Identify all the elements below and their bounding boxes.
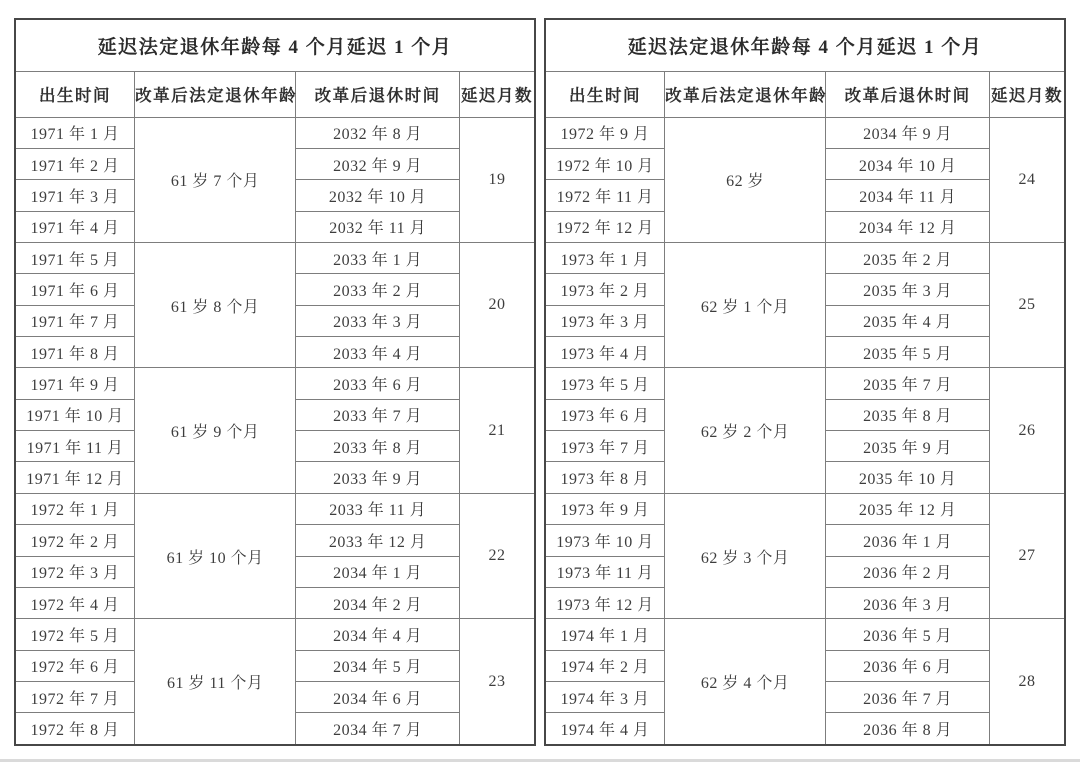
birth-month-cell: 1971 年 9 月 [15,368,135,399]
column-header-birth: 出生时间 [545,71,665,117]
birth-month-cell: 1974 年 3 月 [545,681,665,712]
retirement-month-cell: 2036 年 3 月 [826,587,990,618]
retirement-month-cell: 2035 年 8 月 [826,399,990,430]
retirement-month-cell: 2035 年 3 月 [826,274,990,305]
retirement-age-cell: 62 岁 1 个月 [665,242,826,367]
birth-month-cell: 1971 年 1 月 [15,117,135,148]
birth-month-cell: 1974 年 2 月 [545,650,665,681]
retirement-age-cell: 61 岁 10 个月 [135,493,296,618]
retirement-month-cell: 2035 年 2 月 [826,242,990,273]
birth-month-cell: 1971 年 12 月 [15,462,135,493]
retirement-month-cell: 2033 年 3 月 [296,305,460,336]
retirement-month-cell: 2032 年 11 月 [296,211,460,242]
birth-month-cell: 1971 年 3 月 [15,180,135,211]
retirement-age-cell: 62 岁 [665,117,826,242]
retirement-age-cell: 61 岁 9 个月 [135,368,296,493]
retirement-month-cell: 2033 年 11 月 [296,493,460,524]
retirement-age-cell: 62 岁 2 个月 [665,368,826,493]
birth-month-cell: 1972 年 9 月 [545,117,665,148]
delay-months-cell: 20 [460,242,535,367]
retirement-month-cell: 2035 年 9 月 [826,431,990,462]
retirement-month-cell: 2034 年 12 月 [826,211,990,242]
birth-month-cell: 1971 年 8 月 [15,337,135,368]
birth-month-cell: 1973 年 4 月 [545,337,665,368]
birth-month-cell: 1971 年 6 月 [15,274,135,305]
retirement-month-cell: 2033 年 1 月 [296,242,460,273]
retirement-month-cell: 2036 年 8 月 [826,713,990,745]
birth-month-cell: 1973 年 2 月 [545,274,665,305]
birth-month-cell: 1973 年 8 月 [545,462,665,493]
column-header-delay-months: 延迟月数 [990,71,1065,117]
birth-month-cell: 1971 年 2 月 [15,148,135,179]
retirement-month-cell: 2033 年 4 月 [296,337,460,368]
table-title: 延迟法定退休年龄每 4 个月延迟 1 个月 [15,19,535,71]
retirement-age-cell: 61 岁 11 个月 [135,619,296,745]
retirement-month-cell: 2036 年 6 月 [826,650,990,681]
retirement-month-cell: 2034 年 7 月 [296,713,460,745]
column-header-age: 改革后法定退休年龄 [665,71,826,117]
retirement-table-right [544,18,1066,746]
delay-months-cell: 25 [990,242,1065,367]
birth-month-cell: 1971 年 4 月 [15,211,135,242]
retirement-month-cell: 2036 年 1 月 [826,525,990,556]
retirement-month-cell: 2034 年 4 月 [296,619,460,650]
retirement-month-cell: 2036 年 7 月 [826,681,990,712]
birth-month-cell: 1973 年 11 月 [545,556,665,587]
birth-month-cell: 1971 年 10 月 [15,399,135,430]
retirement-month-cell: 2033 年 6 月 [296,368,460,399]
retirement-age-cell: 61 岁 7 个月 [135,117,296,242]
birth-month-cell: 1973 年 7 月 [545,431,665,462]
birth-month-cell: 1973 年 3 月 [545,305,665,336]
delay-months-cell: 23 [460,619,535,745]
retirement-table-left [14,18,536,746]
birth-month-cell: 1973 年 1 月 [545,242,665,273]
birth-month-cell: 1972 年 4 月 [15,587,135,618]
retirement-age-cell: 61 岁 8 个月 [135,242,296,367]
retirement-month-cell: 2032 年 10 月 [296,180,460,211]
delay-months-cell: 22 [460,493,535,618]
column-header-age: 改革后法定退休年龄 [135,71,296,117]
retirement-month-cell: 2034 年 9 月 [826,117,990,148]
birth-month-cell: 1972 年 8 月 [15,713,135,745]
delay-months-cell: 27 [990,493,1065,618]
retirement-month-cell: 2035 年 7 月 [826,368,990,399]
retirement-month-cell: 2033 年 2 月 [296,274,460,305]
birth-month-cell: 1972 年 12 月 [545,211,665,242]
delay-months-cell: 24 [990,117,1065,242]
retirement-month-cell: 2034 年 5 月 [296,650,460,681]
retirement-month-cell: 2033 年 12 月 [296,525,460,556]
retirement-month-cell: 2035 年 5 月 [826,337,990,368]
birth-month-cell: 1972 年 3 月 [15,556,135,587]
retirement-month-cell: 2034 年 6 月 [296,681,460,712]
birth-month-cell: 1973 年 9 月 [545,493,665,524]
birth-month-cell: 1971 年 11 月 [15,431,135,462]
birth-month-cell: 1972 年 1 月 [15,493,135,524]
delay-months-cell: 19 [460,117,535,242]
delay-months-cell: 28 [990,619,1065,745]
retirement-month-cell: 2035 年 10 月 [826,462,990,493]
retirement-month-cell: 2036 年 2 月 [826,556,990,587]
retirement-month-cell: 2032 年 8 月 [296,117,460,148]
retirement-month-cell: 2034 年 2 月 [296,587,460,618]
delay-months-cell: 21 [460,368,535,493]
birth-month-cell: 1972 年 10 月 [545,148,665,179]
table-title: 延迟法定退休年龄每 4 个月延迟 1 个月 [545,19,1065,71]
birth-month-cell: 1971 年 5 月 [15,242,135,273]
birth-month-cell: 1972 年 11 月 [545,180,665,211]
birth-month-cell: 1973 年 6 月 [545,399,665,430]
retirement-month-cell: 2034 年 11 月 [826,180,990,211]
retirement-month-cell: 2035 年 12 月 [826,493,990,524]
retirement-month-cell: 2034 年 10 月 [826,148,990,179]
column-header-birth: 出生时间 [15,71,135,117]
birth-month-cell: 1974 年 1 月 [545,619,665,650]
retirement-age-cell: 62 岁 3 个月 [665,493,826,618]
birth-month-cell: 1972 年 2 月 [15,525,135,556]
birth-month-cell: 1973 年 5 月 [545,368,665,399]
birth-month-cell: 1972 年 5 月 [15,619,135,650]
retirement-month-cell: 2033 年 8 月 [296,431,460,462]
birth-month-cell: 1972 年 7 月 [15,681,135,712]
birth-month-cell: 1973 年 10 月 [545,525,665,556]
delay-months-cell: 26 [990,368,1065,493]
column-header-retire-time: 改革后退休时间 [296,71,460,117]
retirement-month-cell: 2035 年 4 月 [826,305,990,336]
retirement-month-cell: 2033 年 9 月 [296,462,460,493]
column-header-retire-time: 改革后退休时间 [826,71,990,117]
retirement-month-cell: 2032 年 9 月 [296,148,460,179]
birth-month-cell: 1972 年 6 月 [15,650,135,681]
retirement-age-cell: 62 岁 4 个月 [665,619,826,745]
column-header-delay-months: 延迟月数 [460,71,535,117]
birth-month-cell: 1973 年 12 月 [545,587,665,618]
birth-month-cell: 1974 年 4 月 [545,713,665,745]
retirement-month-cell: 2033 年 7 月 [296,399,460,430]
retirement-month-cell: 2036 年 5 月 [826,619,990,650]
retirement-month-cell: 2034 年 1 月 [296,556,460,587]
tables-row [14,18,1066,746]
birth-month-cell: 1971 年 7 月 [15,305,135,336]
